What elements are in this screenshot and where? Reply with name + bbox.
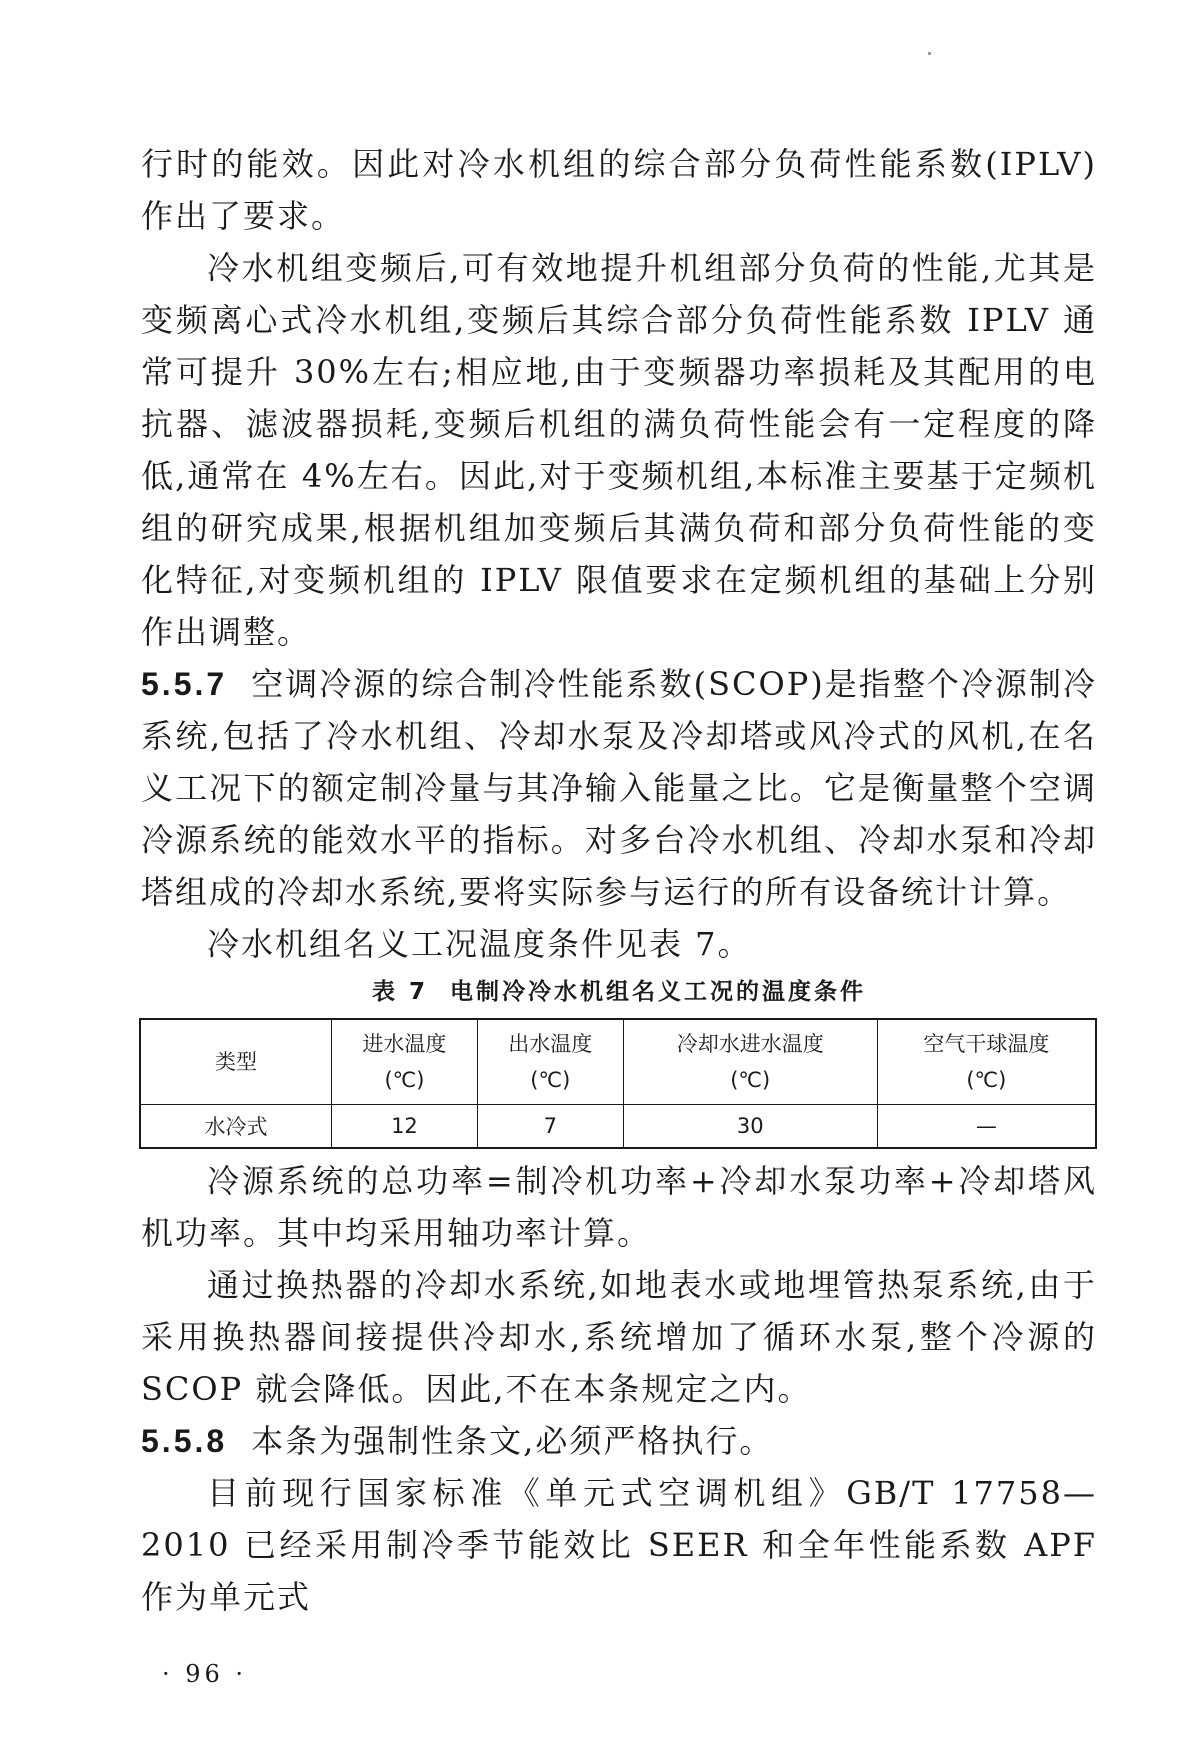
paragraph-variable-frequency: 冷水机组变频后,可有效地提升机组部分负荷的性能,尤其是变频离心式冷水机组,变频后其综合部分负荷性能系数 IPLV 通常可提升 30%左右;相应地,由于变频器功率损耗及其配用的电抗器、滤波器损耗,变频后机组的满负荷性能会有一定程度的降低,通常在 4%左右。因此,对于变频机组,本标准主要基于定频机组的研究成果,根据机组加变频后其满负荷和部分负荷性能的变化特征,对变频机组的 IPLV 限值要求在定频机组的基础上分别作出调整。 xyxy=(141,249,1097,651)
section-5-5-8 xyxy=(141,1415,1097,1467)
section-5-5-7 xyxy=(141,658,1097,918)
cell-cooling-inlet-temp: 30 xyxy=(623,1105,877,1149)
cell-inlet-temp: 12 xyxy=(332,1105,478,1149)
header-outlet-water-temp: 出水温度 (℃) xyxy=(477,1019,623,1105)
paragraph-heat-exchanger: 通过换热器的冷却水系统,如地表水或地埋管热泵系统,由于采用换热器间接提供冷却水,系统增加了循环水泵,整个冷源的 SCOP 就会降低。因此,不在本条规定之内。 xyxy=(141,1266,1097,1408)
page-number: · 96 · xyxy=(162,1660,248,1688)
section-number: 5.5.7 xyxy=(141,666,228,702)
table-row xyxy=(140,1105,1096,1149)
cell-air-dry-bulb-temp: — xyxy=(877,1105,1096,1149)
scan-mark xyxy=(928,52,931,55)
header-cooling-water-inlet-temp: 冷却水进水温度 (℃) xyxy=(623,1019,877,1105)
header-type: 类型 xyxy=(140,1019,332,1105)
table-title: 电制冷冷水机组名义工况的温度条件 xyxy=(450,979,866,1005)
cell-type: 水冷式 xyxy=(140,1105,332,1149)
section-text: 本条为强制性条文,必须严格执行。 xyxy=(251,1422,774,1460)
paragraph-standard: 目前现行国家标准《单元式空调机组》GB/T 17758—2010 已经采用制冷季节能效比 SEER 和全年性能系数 APF 作为单元式 xyxy=(141,1474,1097,1616)
header-inlet-water-temp: 进水温度 (℃) xyxy=(332,1019,478,1105)
table-number: 表 7 xyxy=(371,979,428,1005)
paragraph-iplv-intro: 行时的能效。因此对冷水机组的综合部分负荷性能系数(IPLV)作出了要求。 xyxy=(141,145,1097,235)
table-header-row xyxy=(140,1019,1096,1105)
paragraph-total-power: 冷源系统的总功率=制冷机功率+冷却水泵功率+冷却塔风机功率。其中均采用轴功率计算。 xyxy=(141,1162,1097,1252)
table-reference: 冷水机组名义工况温度条件见表 7。 xyxy=(207,925,752,963)
header-air-dry-bulb-temp: 空气干球温度 (℃) xyxy=(877,1019,1096,1105)
temperature-conditions-table xyxy=(139,1018,1097,1149)
section-number: 5.5.8 xyxy=(141,1423,228,1459)
cell-outlet-temp: 7 xyxy=(477,1105,623,1149)
document-page xyxy=(141,138,1097,1623)
table-caption xyxy=(141,972,1097,1012)
section-text: 空调冷源的综合制冷性能系数(SCOP)是指整个冷源制冷系统,包括了冷水机组、冷却水泵及冷却塔或风冷式的风机,在名义工况下的额定制冷量与其净输入能量之比。它是衡量整个空调冷源系统的能效水平的指标。对多台冷水机组、冷却水泵和冷却塔组成的冷却水系统,要将实际参与运行的所有设备统计计算。 xyxy=(141,665,1097,911)
